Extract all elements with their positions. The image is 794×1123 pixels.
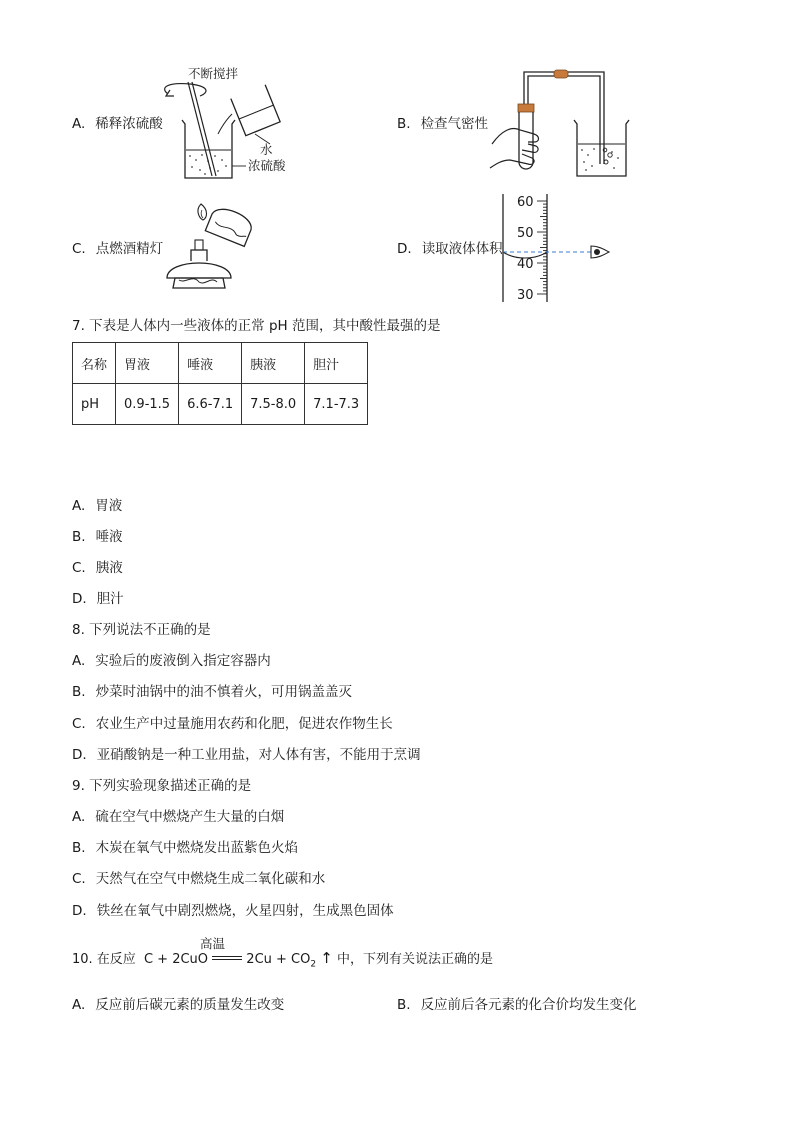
- table-cell: 胃液: [116, 343, 179, 384]
- q6-option-d[interactable]: [397, 240, 503, 258]
- table-cell: pH: [73, 384, 116, 425]
- option-label: D.: [72, 903, 87, 919]
- option-text: 反应前后碳元素的质量发生改变: [95, 997, 285, 1013]
- q7-option-d[interactable]: [72, 590, 124, 608]
- water-label: 水: [260, 142, 273, 157]
- q9-option-a[interactable]: [72, 808, 284, 826]
- option-label: C.: [72, 871, 86, 887]
- option-label: D.: [72, 591, 87, 607]
- q6-option-c[interactable]: [72, 240, 163, 258]
- q8-option-b[interactable]: [72, 683, 352, 701]
- option-label: A.: [72, 498, 86, 514]
- option-label: B.: [72, 840, 86, 856]
- q7-stem: 7. 下表是人体内一些液体的正常 pH 范围，其中酸性最强的是: [72, 318, 441, 334]
- q9-option-c[interactable]: [72, 870, 325, 888]
- q10-suffix: 中，下列有关说法正确的是: [336, 952, 493, 967]
- option-text: 木炭在氧气中燃烧发出蓝紫色火焰: [95, 840, 299, 856]
- q6-option-a[interactable]: [72, 115, 163, 133]
- co2-subscript: 2: [310, 959, 317, 970]
- option-label: C.: [72, 560, 86, 576]
- option-text: 唾液: [95, 529, 123, 545]
- tick-label-40: 40: [517, 257, 534, 272]
- q8-option-a[interactable]: [72, 652, 271, 670]
- option-label: B.: [397, 997, 411, 1013]
- q9-option-d[interactable]: [72, 902, 394, 920]
- table-cell: 胆汁: [305, 343, 368, 384]
- option-text: 稀释浓硫酸: [95, 116, 163, 132]
- option-label: A.: [72, 997, 86, 1013]
- option-text: 读取液体体积: [421, 241, 503, 257]
- option-text: 炒菜时油锅中的油不慎着火，可用锅盖盖灭: [95, 684, 353, 700]
- table-cell: 名称: [73, 343, 116, 384]
- option-text: 硫在空气中燃烧产生大量的白烟: [95, 809, 285, 825]
- airtightness-figure: [488, 64, 638, 189]
- reaction-condition: 高温: [200, 936, 226, 951]
- table-cell: 7.5-8.0: [242, 384, 305, 425]
- q9-option-b[interactable]: [72, 839, 298, 857]
- table-row: [73, 384, 368, 425]
- ph-table: [72, 342, 368, 425]
- option-text: 点燃酒精灯: [95, 241, 164, 257]
- q7-option-b[interactable]: [72, 528, 123, 546]
- option-text: 检查气密性: [420, 116, 489, 132]
- table-row: [73, 343, 368, 384]
- option-label: A.: [72, 116, 86, 132]
- equation-products: 2Cu + CO: [246, 952, 311, 967]
- option-label: D.: [397, 241, 412, 257]
- q7-option-a[interactable]: [72, 497, 122, 515]
- option-text: 胰液: [95, 560, 123, 576]
- equation-sign: [212, 955, 242, 965]
- q8-stem: 8. 下列说法不正确的是: [72, 622, 211, 638]
- option-label: B.: [72, 684, 86, 700]
- table-cell: 胰液: [242, 343, 305, 384]
- option-text: 铁丝在氧气中剧烈燃烧，火星四射，生成黑色固体: [96, 903, 394, 919]
- stir-label: 不断搅拌: [188, 66, 239, 81]
- option-text: 农业生产中过量施用农药和化肥，促进农作物生长: [95, 716, 393, 732]
- q8-option-c[interactable]: [72, 715, 393, 733]
- table-cell: 唾液: [179, 343, 242, 384]
- q10-prefix: 10. 在反应: [72, 952, 136, 967]
- q10-option-b[interactable]: [397, 996, 637, 1014]
- tick-label-30: 30: [517, 288, 534, 303]
- graduated-cylinder-figure: [495, 190, 625, 305]
- gas-arrow: ↑: [320, 949, 333, 967]
- option-text: 天然气在空气中燃烧生成二氧化碳和水: [95, 871, 326, 887]
- option-text: 亚硝酸钠是一种工业用盐，对人体有害，不能用于烹调: [96, 747, 421, 763]
- option-label: D.: [72, 747, 87, 763]
- q10-stem: [72, 948, 493, 970]
- equation-reactants: C + 2CuO: [143, 952, 209, 967]
- q7-option-c[interactable]: [72, 559, 123, 577]
- option-label: C.: [72, 241, 86, 257]
- option-label: A.: [72, 809, 86, 825]
- option-label: C.: [72, 716, 86, 732]
- q8-option-d[interactable]: [72, 746, 421, 764]
- option-text: 胆汁: [96, 591, 124, 607]
- tick-label-50: 50: [517, 226, 534, 241]
- table-cell: 0.9-1.5: [116, 384, 179, 425]
- q10-option-a[interactable]: [72, 996, 284, 1014]
- option-text: 胃液: [95, 498, 123, 514]
- option-label: B.: [72, 529, 86, 545]
- acid-label: 浓硫酸: [248, 158, 286, 173]
- option-label: B.: [397, 116, 411, 132]
- dilute-acid-figure: [160, 60, 320, 185]
- option-text: 实验后的废液倒入指定容器内: [95, 653, 271, 669]
- option-label: A.: [72, 653, 86, 669]
- option-text: 反应前后各元素的化合价均发生变化: [420, 997, 637, 1013]
- alcohol-lamp-figure: [155, 198, 265, 298]
- q9-stem: 9. 下列实验现象描述正确的是: [72, 778, 252, 794]
- tick-label-60: 60: [517, 195, 534, 210]
- table-cell: 6.6-7.1: [179, 384, 242, 425]
- q6-option-b[interactable]: [397, 115, 488, 133]
- table-cell: 7.1-7.3: [305, 384, 368, 425]
